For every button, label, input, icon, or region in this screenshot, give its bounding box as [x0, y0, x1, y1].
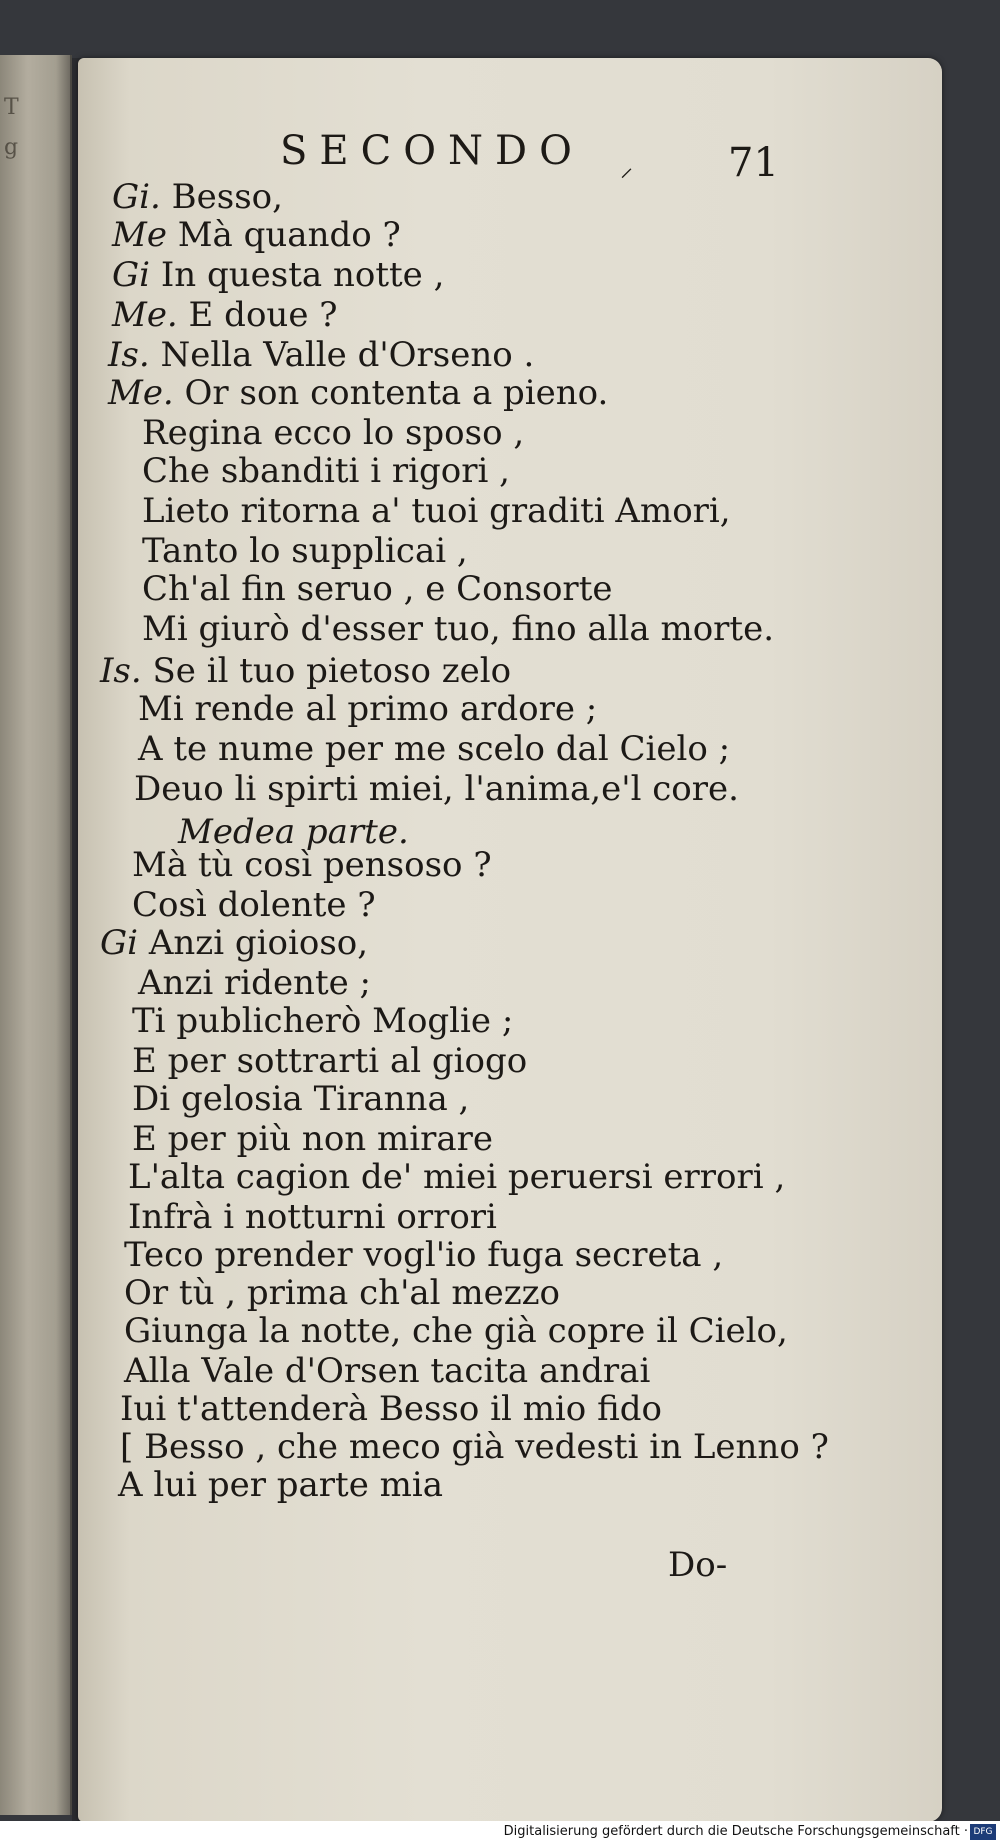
stage-direction: Medea parte. — [178, 812, 409, 852]
verse-text: Teco prender vogl'io fuga secreta , — [124, 1235, 724, 1275]
verse-text: Che sbanditi i rigori , — [142, 451, 510, 491]
speaker-label: Me. — [108, 373, 174, 413]
speaker-label: Gi — [100, 923, 139, 963]
verse-text: Regina ecco lo sposo , — [142, 413, 525, 453]
verse-line — [134, 770, 739, 808]
verse-line — [142, 570, 612, 608]
verse-text: Se il tuo pietoso zelo — [141, 651, 512, 691]
verse-text: A lui per parte mia — [118, 1465, 444, 1505]
verse-text: [ Besso , che meco già vedesti in Lenno ? — [120, 1427, 829, 1467]
verse-line — [112, 216, 401, 254]
speaker-label: Is. — [108, 335, 150, 375]
verse-line — [108, 374, 608, 412]
verse-line — [142, 492, 731, 530]
verse-text: Tanto lo supplicai , — [142, 531, 468, 571]
verse-line — [124, 1312, 788, 1350]
footer-credit: Digitalisierung gefördert durch die Deutsche Forschungsgemeinschaft · — [503, 1824, 968, 1839]
verse-line — [128, 1198, 497, 1236]
verse-line — [132, 886, 376, 924]
verse-line — [132, 1120, 493, 1158]
verse-line — [138, 730, 730, 768]
verse-text: Besso, — [160, 177, 283, 217]
verse-line — [112, 296, 337, 334]
verse-text: Così dolente ? — [132, 885, 376, 925]
verse-line — [120, 1428, 829, 1466]
page-header-title: SECONDO — [280, 128, 584, 174]
verse-text: Mà quando ? — [166, 215, 401, 255]
verse-line — [142, 414, 524, 452]
verse-text: Mi rende al primo ardore ; — [138, 689, 598, 729]
verse-text: E doue ? — [177, 295, 338, 335]
verse-line — [128, 1158, 785, 1196]
verse-text: Mi giurò d'esser tuo, fino alla morte. — [142, 609, 775, 649]
dfg-logo: DFG — [970, 1824, 996, 1840]
previous-page-fragment: T — [4, 95, 19, 120]
speaker-label: Gi — [112, 255, 151, 295]
speaker-label: Me. — [112, 295, 178, 335]
verse-line — [120, 1390, 662, 1428]
verse-text: Di gelosia Tiranna , — [132, 1079, 470, 1119]
verse-line — [112, 256, 444, 294]
verse-text: Ch'al fin seruo , e Consorte — [142, 569, 613, 609]
verse-line — [118, 1466, 443, 1504]
footer-bar — [0, 1821, 1000, 1845]
verse-line — [108, 336, 534, 374]
verse-text: A te nume per me scelo dal Cielo ; — [138, 729, 731, 769]
verse-text: E per più non mirare — [132, 1119, 494, 1159]
verse-text: Giunga la notte, che già copre il Cielo, — [124, 1311, 788, 1351]
verse-line — [112, 178, 283, 216]
verse-text: Nella Valle d'Orseno . — [149, 335, 535, 375]
verse-text: Or son contenta a pieno. — [173, 373, 609, 413]
verse-line — [138, 690, 597, 728]
verse-line — [142, 452, 510, 490]
verse-text: In questa notte , — [150, 255, 445, 295]
verse-line — [124, 1236, 723, 1274]
verse-line — [142, 532, 468, 570]
catchword: Do- — [668, 1545, 728, 1585]
verse-line — [132, 1080, 469, 1118]
verse-line — [138, 964, 371, 1002]
speaker-label: Me — [112, 215, 167, 255]
speaker-label: Gi. — [112, 177, 161, 217]
page-number: 71 — [728, 140, 779, 186]
verse-text: Anzi gioioso, — [138, 923, 369, 963]
verse-text: Mà tù così pensoso ? — [132, 845, 492, 885]
verse-line — [132, 1042, 527, 1080]
verse-text: Lieto ritorna a' tuoi graditi Amori, — [142, 491, 731, 531]
verse-line — [142, 610, 774, 648]
verse-text: Infrà i notturni orrori — [128, 1197, 497, 1237]
verse-line — [124, 1274, 560, 1312]
verse-line — [100, 924, 368, 962]
speaker-label: Is. — [100, 651, 142, 691]
verse-text: Or tù , prima ch'al mezzo — [124, 1273, 561, 1313]
previous-page-edge — [0, 55, 72, 1815]
verse-line — [100, 652, 511, 690]
previous-page-fragment: g — [4, 135, 19, 160]
verse-text: L'alta cagion de' miei peruersi errori , — [128, 1157, 786, 1197]
verse-text: Deuo li spirti miei, l'anima,e'l core. — [134, 769, 739, 809]
verse-text: Iui t'attenderà Besso il mio fido — [120, 1389, 662, 1429]
verse-text: E per sottrarti al giogo — [132, 1041, 528, 1081]
verse-text: Anzi ridente ; — [138, 963, 372, 1003]
verse-line — [132, 1002, 513, 1040]
verse-text: Ti publicherò Moglie ; — [132, 1001, 514, 1041]
verse-line — [124, 1352, 650, 1390]
verse-text: Alla Vale d'Orsen tacita andrai — [124, 1351, 651, 1391]
header-ornament-icon: ⸝ — [620, 153, 634, 183]
